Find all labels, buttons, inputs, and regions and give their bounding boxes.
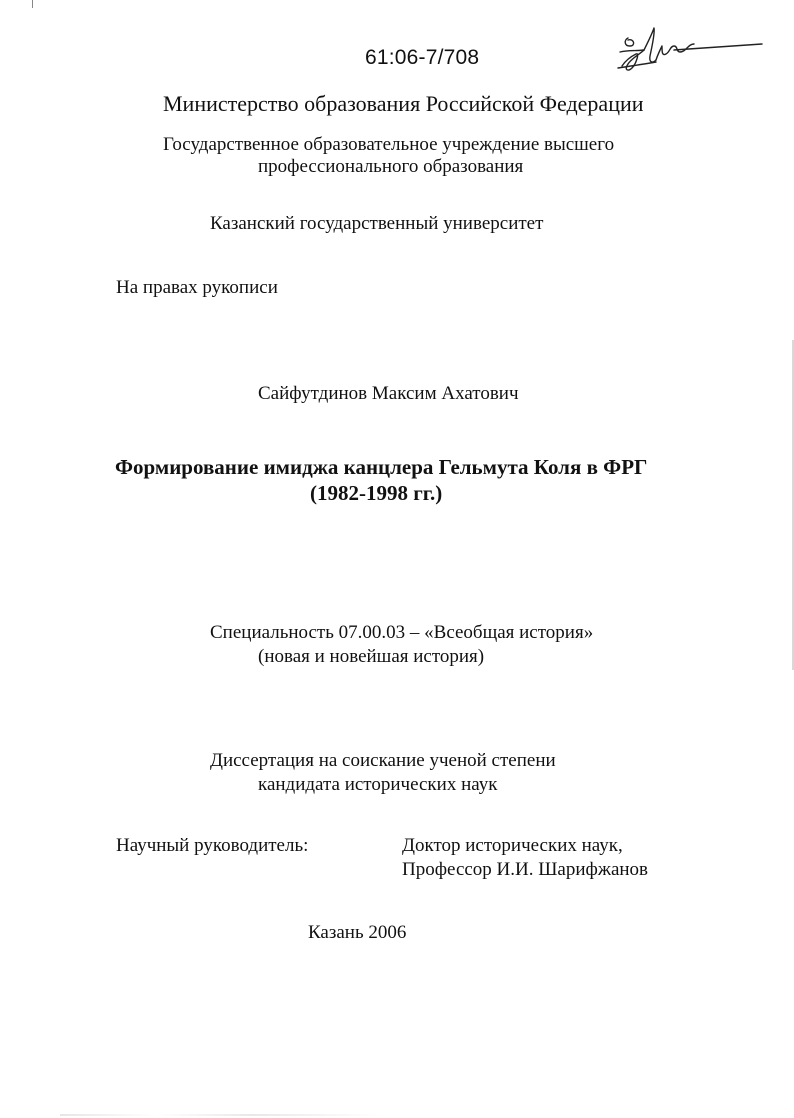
- archive-number: 61:06-7/708: [365, 46, 480, 69]
- supervisor-name: Профессор И.И. Шарифжанов: [402, 859, 649, 880]
- university-name: Казанский государственный университет: [210, 213, 544, 234]
- supervisor-degree: Доктор исторических наук,: [402, 835, 623, 856]
- specialty-line-1: Специальность 07.00.03 – «Всеобщая история»: [210, 622, 594, 643]
- city-year: Казань 2006: [308, 922, 407, 943]
- dissertation-line-2: кандидата исторических наук: [258, 774, 498, 795]
- supervisor-label: Научный руководитель:: [116, 835, 309, 856]
- ministry-name: Министерство образования Российской Федерации: [163, 91, 644, 116]
- signature-icon: [614, 20, 764, 80]
- institution-line-1: Государственное образовательное учреждение высшего: [163, 134, 615, 155]
- specialty-line-2: (новая и новейшая история): [258, 646, 485, 667]
- scan-bottom-artifact: [60, 1114, 380, 1116]
- scan-corner-mark: [32, 0, 39, 8]
- author-name: Сайфутдинов Максим Ахатович: [258, 383, 519, 404]
- dissertation-line-1: Диссертация на соискание ученой степени: [210, 750, 556, 771]
- thesis-title-line-2: (1982-1998 гг.): [310, 481, 443, 505]
- rights-note: На правах рукописи: [116, 277, 278, 298]
- institution-line-2: профессионального образования: [258, 156, 524, 177]
- thesis-title-line-1: Формирование имиджа канцлера Гельмута Коля в ФРГ: [115, 455, 648, 479]
